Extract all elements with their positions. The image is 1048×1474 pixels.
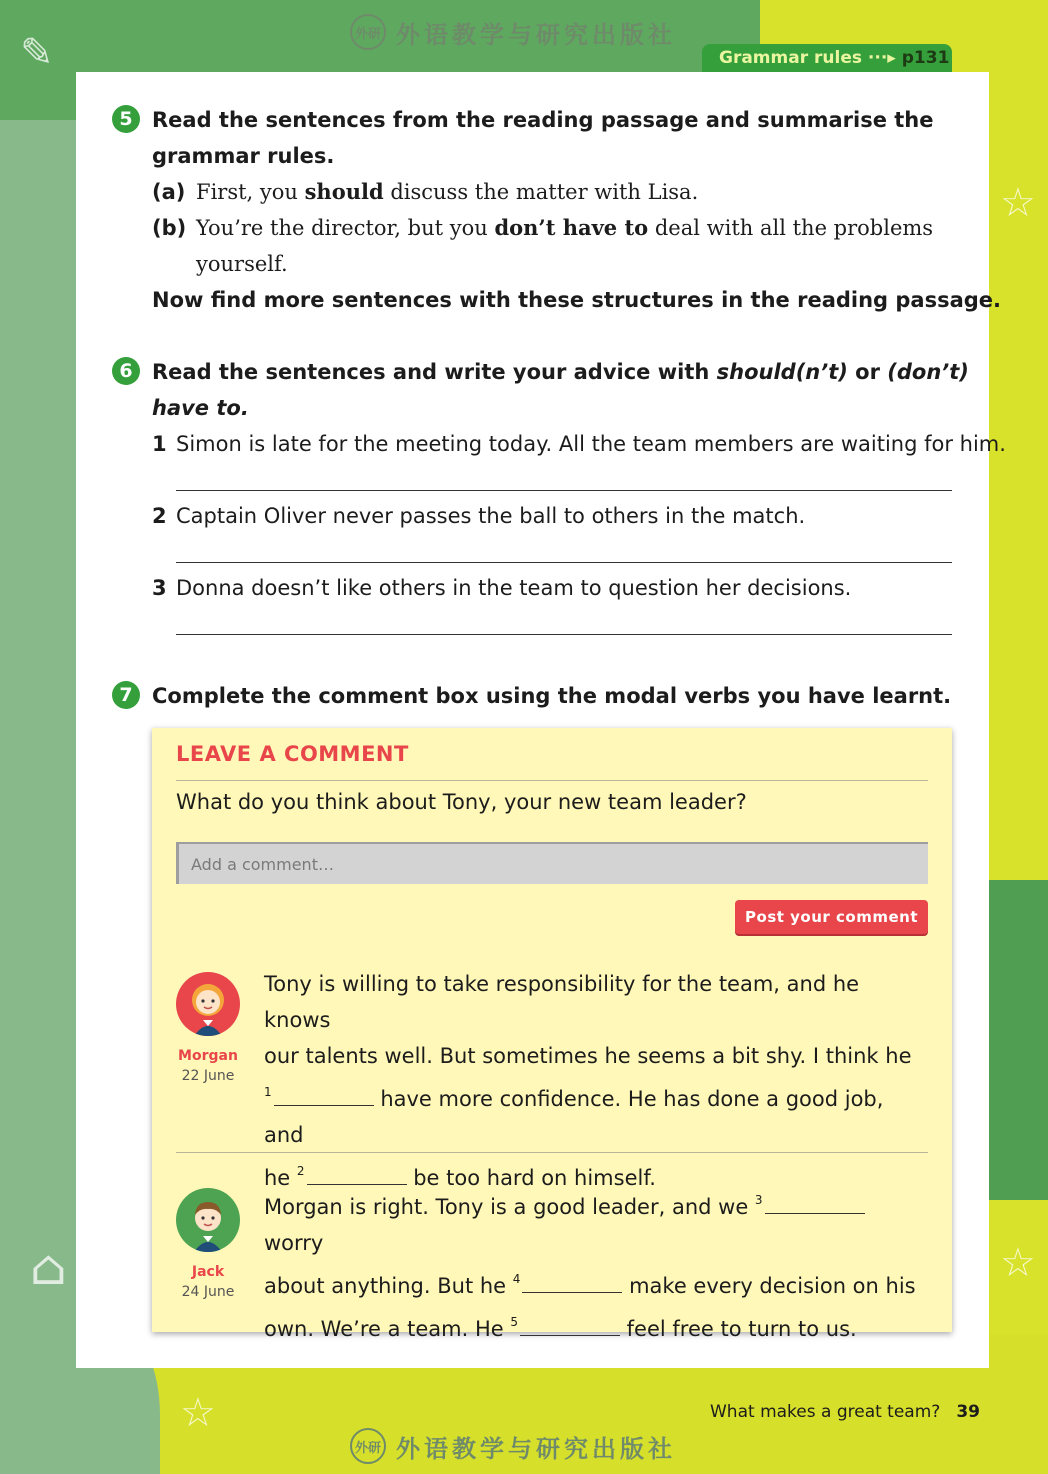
grammar-page-ref: p131	[901, 48, 950, 68]
ex6-item-2-text: Captain Oliver never passes the ball to others in the match.	[176, 504, 806, 528]
ex6-item-1-answer-line[interactable]	[176, 490, 952, 491]
comment-2-line2-pre: about anything. But he	[264, 1274, 513, 1298]
jack-face-icon	[176, 1188, 240, 1252]
ex6-instr-pre: Read the sentences and write your advice with	[152, 360, 717, 384]
ex5-instruction-line2: grammar rules.	[152, 144, 335, 168]
publisher-header	[350, 14, 676, 50]
ex6-item-3-answer-line[interactable]	[176, 634, 952, 635]
doodle-star-icon: ☆	[1000, 180, 1036, 226]
blank-5[interactable]	[520, 1316, 620, 1336]
comment-2-line3	[264, 1304, 924, 1347]
comment-box-title: LEAVE A COMMENT	[176, 742, 409, 766]
comment-2-author: Jack	[191, 1264, 225, 1280]
comment-1-text	[264, 966, 924, 1196]
exercise-7-number: 7	[112, 681, 140, 709]
comment-2-line3-pre: own. We’re a team. He	[264, 1317, 511, 1341]
blank-1-number: 1	[264, 1085, 272, 1099]
ex5-sentence-b-text	[196, 210, 933, 246]
blank-2-number: 2	[296, 1164, 305, 1178]
publisher-name: 外语教学与研究出版社	[396, 20, 676, 49]
comment-1-author: Morgan	[178, 1048, 238, 1064]
grammar-rules-label: Grammar rules	[719, 48, 862, 68]
ex5-sentence-b-line2: yourself.	[196, 252, 288, 276]
ex5-sentence-a-text	[196, 174, 698, 210]
comment-box-divider	[176, 780, 928, 781]
ex6-instr-italic1: should(n’t)	[716, 360, 848, 384]
ex5-followup: Now find more sentences with these structures in the reading passage.	[152, 288, 1002, 312]
grammar-rules-tab[interactable]	[702, 44, 952, 72]
blank-4[interactable]	[522, 1273, 622, 1293]
comment-1-line3-text: have more confidence. He has done a good job, and	[264, 1087, 884, 1147]
ex6-instruction-line2: have to.	[152, 396, 249, 420]
ex5-a-bold: should	[304, 179, 384, 204]
comment-2-date: 24 June	[181, 1284, 235, 1300]
ex7-instruction: Complete the comment box using the modal verbs you have learnt.	[152, 684, 952, 708]
ex6-item-2-answer-line[interactable]	[176, 562, 952, 563]
publisher-seal-icon: 外研	[350, 14, 386, 50]
doodle-star-icon: ☆	[1000, 1240, 1036, 1286]
doodle-block-a-icon: ⌂	[30, 1240, 67, 1296]
ex5-b-post: deal with all the problems	[648, 216, 934, 240]
ex5-a-pre: First, you	[196, 180, 305, 204]
ex5-a-post: discuss the matter with Lisa.	[383, 180, 699, 204]
blank-3-number: 3	[754, 1193, 763, 1207]
comment-1-line2: our talents well. But sometimes he seems a bit shy. I think he	[264, 1044, 912, 1068]
comment-2-line2	[264, 1261, 924, 1304]
exercise-6-number: 6	[112, 357, 140, 385]
ex6-instruction-line1	[152, 354, 969, 390]
blank-5-number: 5	[510, 1315, 518, 1329]
avatar-jack	[176, 1188, 240, 1252]
ex6-instr-mid: or	[847, 360, 888, 384]
post-comment-button[interactable]: Post your comment	[735, 900, 928, 934]
ex5-sentence-b	[152, 210, 186, 246]
page-footer	[710, 1402, 980, 1422]
unit-title: What makes a great team?	[710, 1402, 941, 1422]
publisher-footer	[350, 1428, 676, 1464]
ex5-b-pre: You’re the director, but you	[196, 216, 495, 240]
ex5-b-label: (b)	[152, 216, 187, 240]
ex6-item-3-text: Donna doesn’t like others in the team to question her decisions.	[176, 576, 852, 600]
publisher-name: 外语教学与研究出版社	[396, 1434, 676, 1463]
ex6-item-3-number: 3	[152, 576, 167, 600]
comment-2-line1-post: worry	[264, 1231, 324, 1255]
ex6-item-1-text: Simon is late for the meeting today. All the team members are waiting for him.	[176, 432, 1006, 456]
comment-1-line3	[264, 1074, 924, 1153]
comment-2-line2-post: make every decision on his	[622, 1274, 916, 1298]
ex6-item-1-number: 1	[152, 432, 167, 456]
comment-2-line3-post: feel free to turn to us.	[619, 1317, 857, 1341]
comment-2-line1-pre: Morgan is right. Tony is a good leader, and we	[264, 1195, 755, 1219]
blank-3[interactable]	[765, 1194, 865, 1214]
comment-1-line1: Tony is willing to take responsibility for the team, and he knows	[264, 972, 860, 1032]
morgan-face-icon	[176, 972, 240, 1036]
arrow-right-icon: ···▸	[867, 48, 896, 68]
ex6-instr-italic2: (don’t)	[887, 360, 969, 384]
ex5-instruction-line1: Read the sentences from the reading passage and summarise the	[152, 108, 934, 132]
blank-4-number: 4	[512, 1272, 521, 1286]
comment-2-line1	[264, 1182, 924, 1261]
doodle-notebook-icon: ✎	[20, 30, 54, 76]
add-comment-input[interactable]	[176, 842, 928, 884]
ex6-item-2-number: 2	[152, 504, 167, 528]
comment-1-line4-post: be too hard on himself.	[406, 1166, 656, 1190]
blank-1[interactable]	[274, 1086, 374, 1106]
exercise-5-number: 5	[112, 105, 140, 133]
avatar-morgan	[176, 972, 240, 1036]
comment-box-question: What do you think about Tony, your new team leader?	[176, 790, 747, 814]
comment-1-date: 22 June	[181, 1068, 235, 1084]
comment-divider	[176, 1152, 928, 1153]
ex5-b-bold: don’t have to	[494, 215, 649, 240]
comment-box	[152, 728, 952, 1341]
publisher-seal-icon: 外研	[350, 1428, 386, 1464]
page-number: 39	[956, 1402, 980, 1422]
comment-1-line4-pre: he	[264, 1166, 297, 1190]
doodle-star-icon: ☆	[180, 1390, 216, 1436]
comment-2-text	[264, 1182, 924, 1347]
ex5-sentence-a	[152, 174, 185, 210]
ex5-a-label: (a)	[152, 180, 186, 204]
